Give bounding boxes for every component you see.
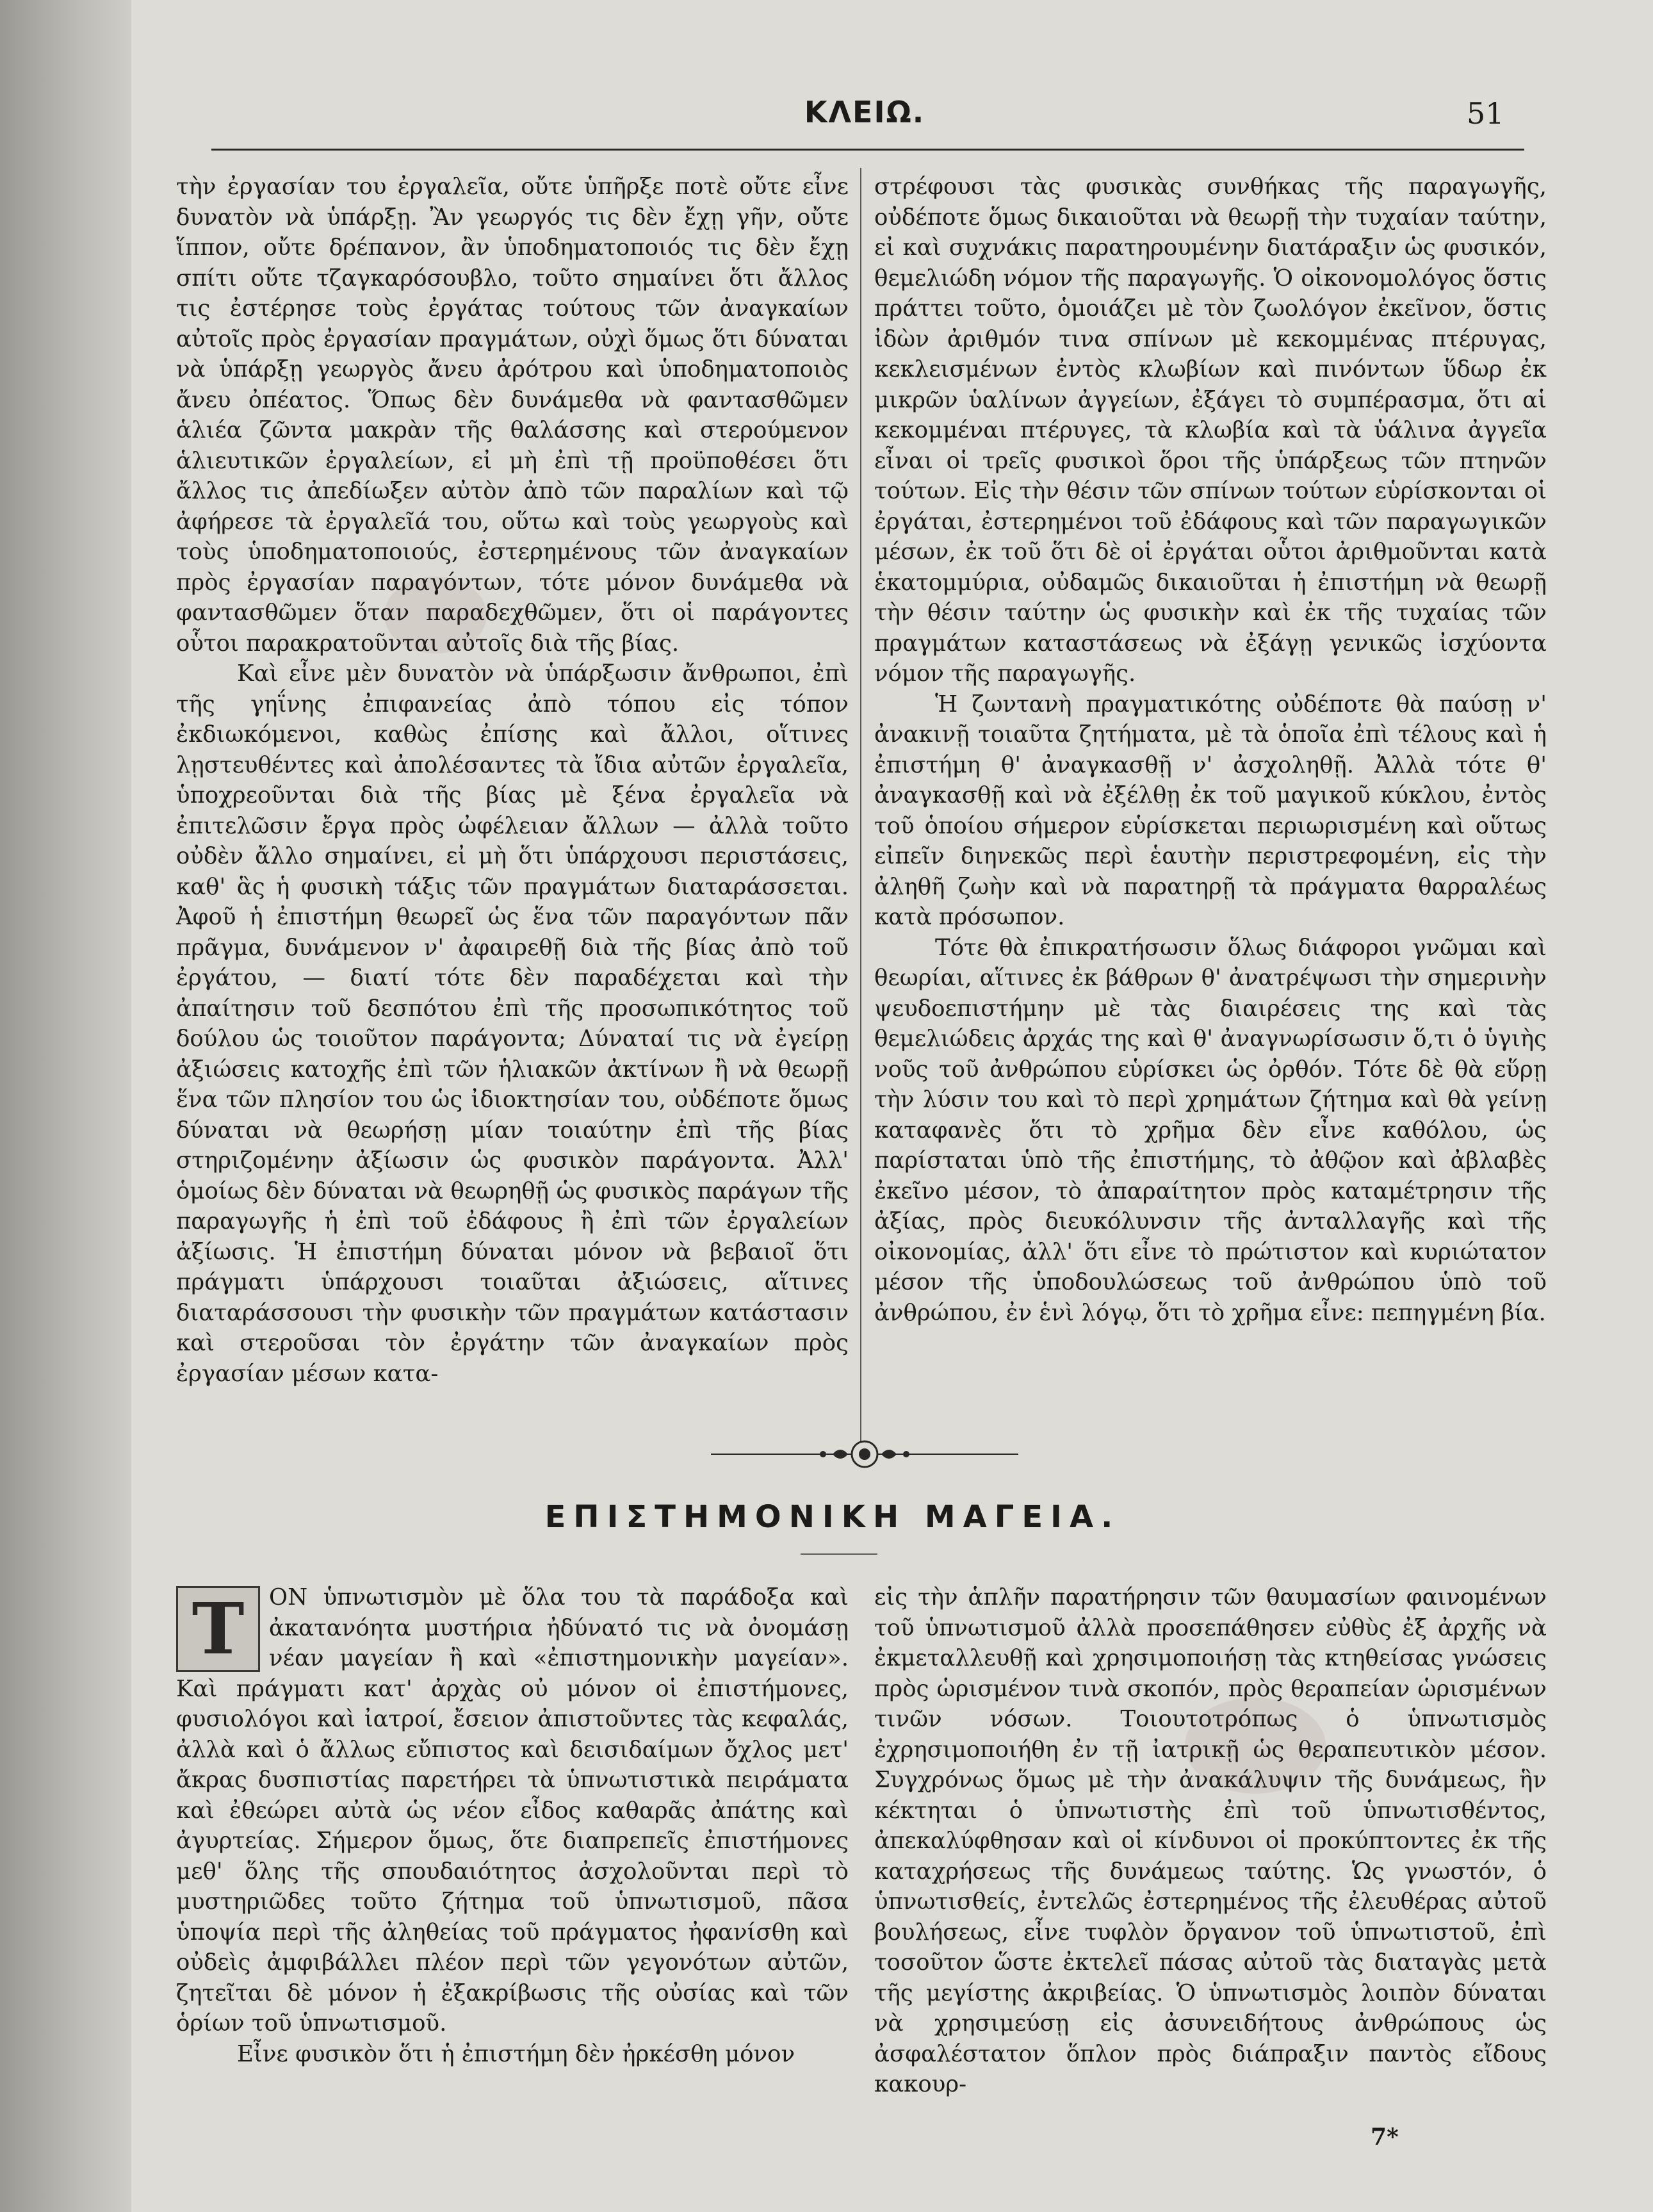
title-underline xyxy=(801,1553,877,1555)
drop-cap-letter: Τ xyxy=(191,1587,245,1670)
paragraph: στρέφουσι τὰς φυσικὰς συνθήκας τῆς παραγωγῆς, οὐδέποτε ὅμως δικαιοῦται νὰ θεωρῇ τὴν τυχαίαν ταύτην, εἰ καὶ συχνάκις παρατηρουμένην διατάραξιν ὡς φυσικόν, θεμελιώδη νόμον τῆς παραγωγῆς. Ὁ οἰκονομολόγος ὅστις πράττει τοῦτο, ὁμοιάζει μὲ τὸν ζωολόγον ἐκεῖνον, ὅστις ἰδὼν ἀριθμόν τινα σπίνων μὲ κεκομμένας πτέρυγας, κεκλεισμένων ἐντὸς κλωβίων καὶ πινόντων ὕδωρ ἐκ μικρῶν ὑαλίνων ἀγγείων, ἐξάγει τὸ συμπέρασμα, ὅτι αἱ κεκομμέναι πτέρυγες, τὰ κλωβία καὶ τὰ ὑάλινα ἀγγεῖα εἶναι οἱ τρεῖς φυσικοὶ ὅροι τῆς ὑπάρξεως τῶν πτηνῶν τούτων. Εἰς τὴν θέσιν τῶν σπίνων τούτων εὑρίσκονται οἱ ἐργάται, ἐστερημένοι τοῦ ἐδάφους καὶ τῶν παραγωγικῶν μέσων, ἐκ τοῦ ὅτι δὲ οἱ ἐργάται οὗτοι ἀριθμοῦνται κατὰ ἑκατομμύρια, οὐδαμῶς δικαιοῦται ἡ ἐπιστήμη νὰ θεωρῇ τὴν θέσιν ταύτην ὡς φυσικὴν καὶ ἐκ τῆς τυχαίας τῶν πραγμάτων καταστάσεως νὰ ἐξάγῃ γενικῶς ἰσχύοντα νόμον τῆς παραγωγῆς. xyxy=(874,174,1547,687)
paragraph: τὴν ἐργασίαν του ἐργαλεῖα, οὔτε ὑπῆρξε ποτὲ οὔτε εἶνε δυνατὸν νὰ ὑπάρξῃ. Ἂν γεωργός τις δὲν ἔχῃ γῆν, οὔτε ἵππον, οὔτε δρέπανον, ἂν ὑποδηματοποιός τις δὲν ἔχῃ σπίτι οὔτε τζαγκαρόσουβλο, τοῦτο σημαίνει ὅτι ἄλλος τις ἐστέρησε τοὺς ἐργάτας τούτους τῶν ἀναγκαίων αὐτοῖς πρὸς ἐργασίαν πραγμάτων, οὐχὶ ὅμως ὅτι δύναται νὰ ὑπάρξῃ γεωργὸς ἄνευ ἀρότρου καὶ ὑποδηματοποιὸς ἄνευ ὀπέατος. Ὅπως δὲν δυνάμεθα νὰ φαντασθῶμεν ἁλιέα ζῶντα μακρὰν τῆς θαλάσσης καὶ στερούμενον ἁλιευτικῶν ἐργαλείων, εἰ μὴ ἐπὶ τῇ προϋποθέσει ὅτι ἄλλος τις ἀπεδίωξεν αὐτὸν ἀπὸ τῶν παραλίων καὶ τῷ ἀφήρεσε τὰ ἐργαλεῖά του, οὕτω καὶ τοὺς γεωργοὺς καὶ τοὺς ὑποδηματοποιούς, ἐστερημένους τῶν ἀναγκαίων πρὸς ἐργασίαν παραγόντων, τότε μόνον δυνάμεθα νὰ φαντασθῶμεν ὅταν παραδεχθῶμεν, ὅτι οἱ παράγοντες οὗτοι παρακρατοῦνται αὐτοῖς διὰ τῆς βίας. xyxy=(176,174,849,657)
article1-right-column xyxy=(874,172,1547,1328)
signature-mark: 7* xyxy=(1371,2124,1399,2151)
article2-right-column xyxy=(874,1582,1547,2100)
article2-left-column xyxy=(176,1582,849,2069)
paragraph: Τότε θὰ ἐπικρατήσωσιν ὅλως διάφοροι γνῶμαι καὶ θεωρίαι, αἵτινες ἐκ βάθρων θ' ἀνατρέψωσι τὴν σημερινὴν ψευδοεπιστήμην μὲ τὰς διαιρέσεις της καὶ τὰς θεμελιώδεις ἀρχάς της καὶ θ' ἀναγνωρίσωσιν ὅ,τι ὁ ὑγιὴς νοῦς τοῦ ἀνθρώπου εὑρίσκει ὡς ὀρθόν. Τότε δὲ θὰ εὕρῃ τὴν λύσιν του καὶ τὸ περὶ χρημάτων ζήτημα καὶ θὰ γείνῃ καταφανὲς ὅτι τὸ χρῆμα δὲν εἶνε καθόλου, ὡς παρίσταται ὑπὸ τῆς ἐπιστήμης, τὸ ἀθῷον καὶ ἀβλαβὲς ἐκεῖνο μέσον, τὸ ἀπαραίτητον πρὸς καταμέτρησιν τῆς ἀξίας, πρὸς διευκόλυνσιν τῆς ἀνταλλαγῆς καὶ τῆς οἰκονομίας, ἀλλ' ὅτι εἶνε τὸ πρώτιστον καὶ κυριώτατον μέσον τῆς ὑποδουλώσεως τοῦ ἀνθρώπου ὑπὸ τοῦ ἀνθρώπου, ἐν ἑνὶ λόγῳ, ὅτι τὸ χρῆμα εἶνε: πεπηγμένη βία. xyxy=(874,934,1547,1326)
paragraph: Καὶ εἶνε μὲν δυνατὸν νὰ ὑπάρξωσιν ἄνθρωποι, ἐπὶ τῆς γηΐνης ἐπιφανείας ἀπὸ τόπου εἰς τόπον ἐκδιωκόμενοι, καθὼς ἐπίσης καὶ ἄλλοι, οἵτινες λῃστευθέντες καὶ ἀπολέσαντες τὰ ἴδια αὐτῶν ἐργαλεῖα, ὑποχρεοῦνται διὰ τῆς βίας μὲ ξένα ἐργαλεῖα νὰ ἐπιτελῶσιν ἔργα πρὸς ὠφέλειαν ἄλλων — ἀλλὰ τοῦτο οὐδὲν ἄλλο σημαίνει, εἰ μὴ ὅτι ὑπάρχουσι περιστάσεις, καθ' ἃς ἡ φυσικὴ τάξις τῶν πραγμάτων διαταράσσεται. Ἀφοῦ ἡ ἐπιστήμη θεωρεῖ ὡς ἕνα τῶν παραγόντων πᾶν πρᾶγμα, δυνάμενον ν' ἀφαιρεθῇ διὰ τῆς βίας ἀπὸ τοῦ ἐργάτου, — διατί τότε δὲν παραδέχεται καὶ τὴν ἀπαίτησιν τοῦ δεσπότου ἐπὶ τῆς προσωπικότητος τοῦ δούλου ὡς τοιοῦτον παράγοντα; Δύναταί τις νὰ ἐγείρῃ ἀξιώσεις κατοχῆς ἐπὶ τῶν ἡλιακῶν ἀκτίνων ἢ νὰ θεωρῇ ἕνα τῶν πλησίον του ὡς ἰδιοκτησίαν του, οὐδέποτε ὅμως δύναται νὰ θεωρήσῃ μίαν τοιαύτην ἐπὶ τῆς βίας στηριζομένην ἀξίωσιν ὡς φυσικὸν παράγοντα. Ἀλλ' ὁμοίως δὲν δύναται νὰ θεωρηθῇ ὡς φυσικὸς παράγων τῆς παραγωγῆς ἡ ἐπὶ τοῦ ἐδάφους ἢ ἐπὶ τῶν ἐργαλείων ἀξίωσις. Ἡ ἐπιστήμη δύναται μόνον νὰ βεβαιοῖ ὅτι πράγματι ὑπάρχουσι τοιαῦται ἀξιώσεις, αἵτινες διαταράσσουσι τὴν φυσικὴν τῶν πραγμάτων κατάστασιν καὶ στεροῦσαι τὸν ἐργάτην τῶν ἀναγκαίων πρὸς ἐργασίαν μέσων κατα- xyxy=(176,660,849,1387)
paragraph: ΟΝ ὑπνωτισμὸν μὲ ὅλα του τὰ παράδοξα καὶ ἀκατανόητα μυστήρια ἠδύνατό τις νὰ ὀνομάσῃ νέαν μαγείαν ἢ καὶ «ἐπιστημονικὴν μαγείαν». Καὶ πράγματι κατ' ἀρχὰς οὐ μόνον οἱ ἐπιστήμονες, φυσιολόγοι καὶ ἰατροί, ἔσειον ἀπιστοῦντες τὰς κεφαλάς, ἀλλὰ καὶ ὁ ἄλλως εὔπιστος καὶ δεισιδαίμων ὄχλος μετ' ἄκρας δυσπιστίας παρετήρει τὰ ὑπνωτιστικὰ πειράματα καὶ ἐθεώρει αὐτὰ ὡς νέον εἶδος καθαρᾶς ἀπάτης καὶ ἀγυρτείας. Σήμερον ὅμως, ὅτε διαπρεπεῖς ἐπιστήμονες μεθ' ὅλης τῆς σπουδαιότητος ἀσχολοῦνται περὶ τὸ μυστηριῶδες τοῦτο ζήτημα τοῦ ὑπνωτισμοῦ, πᾶσα ὑποψία περὶ τῆς ἀληθείας τοῦ πράγματος ἠφανίσθη καὶ οὐδεὶς ἀμφιβάλλει πλέον περὶ τῶν γεγονότων αὐτῶν, ζητεῖται δὲ μόνον ἡ ἐξακρίβωσις τῆς οὐσίας καὶ τῶν ὁρίων τοῦ ὑπνωτισμοῦ. xyxy=(176,1584,849,2036)
header-rule xyxy=(211,149,1524,151)
article1-left-column xyxy=(176,172,849,1389)
section-divider-ornament xyxy=(704,1435,1025,1473)
decorative-drop-cap xyxy=(176,1586,260,1672)
column-separator xyxy=(860,168,861,1443)
paragraph: Ἡ ζωντανὴ πραγματικότης οὐδέποτε θὰ παύσῃ ν' ἀνακινῇ τοιαῦτα ζητήματα, μὲ τὰ ὁποῖα ἐπὶ τέλους καὶ ἡ ἐπιστήμη θ' ἀναγκασθῇ ν' ἀσχοληθῇ. Ἀλλὰ τότε θ' ἀναγκασθῇ καὶ νὰ ἐξέλθῃ ἐκ τοῦ μαγικοῦ κύκλου, ἐντὸς τοῦ ὁποίου σήμερον εὑρίσκεται περιωρισμένη καὶ οὕτως εἰπεῖν διηνεκῶς περὶ ἑαυτὴν περιστρεφομένη, εἰς τὴν ἀληθῆ ζωὴν καὶ νὰ παρατηρῇ τὰ πράγματα θαρραλέως κατὰ πρόσωπον. xyxy=(874,691,1547,930)
page-number: 51 xyxy=(1467,96,1504,131)
book-gutter xyxy=(0,0,131,2212)
paragraph: Εἶνε φυσικὸν ὅτι ἡ ἐπιστήμη δὲν ἠρκέσθη μόνον xyxy=(237,2040,795,2067)
paragraph: εἰς τὴν ἁπλῆν παρατήρησιν τῶν θαυμασίων φαινομένων τοῦ ὑπνωτισμοῦ ἀλλὰ προσεπάθησεν εὐθὺς ἐξ ἀρχῆς νὰ ἐκμεταλλευθῇ καὶ χρησιμοποιήσῃ τὰς κτηθείσας γνώσεις πρὸς ὡρισμένον τινὰ σκοπόν, πρὸς θεραπείαν ὡρισμένων τινῶν νόσων. Τοιουτοτρόπως ὁ ὑπνωτισμὸς ἐχρησιμοποιήθη ἐν τῇ ἰατρικῇ ὡς θεραπευτικὸν μέσον. Συγχρόνως ὅμως μὲ τὴν ἀνακάλυψιν τῆς δυνάμεως, ἣν κέκτηται ὁ ὑπνωτιστὴς ἐπὶ τοῦ ὑπνωτισθέντος, ἀπεκαλύφθησαν καὶ οἱ κίνδυνοι οἱ προκύπτοντες ἐκ τῆς καταχρήσεως τῆς δυνάμεως ταύτης. Ὡς γνωστόν, ὁ ὑπνωτισθείς, ἐντελῶς ἐστερημένος τῆς ἐλευθέρας αὐτοῦ βουλήσεως, εἶνε τυφλὸν ὄργανον τοῦ ὑπνωτιστοῦ, ἐπὶ τοσοῦτον ὥστε ἐκτελεῖ πάσας αὐτοῦ τὰς διαταγὰς μετὰ τῆς μεγίστης ἀκριβείας. Ὁ ὑπνωτισμὸς λοιπὸν δύναται νὰ χρησιμεύσῃ εἰς ἀσυνειδήτους ἀνθρώπους ὡς ἀσφαλέστατον ὅπλον πρὸς διάπραξιν παντὸς εἴδους κακουρ- xyxy=(874,1584,1547,2097)
running-header-title: ΚΛΕΙΩ. xyxy=(804,95,925,129)
section-title: ΕΠΙΣΤΗΜΟΝΙΚΗ ΜΑΓΕΙΑ. xyxy=(544,1499,1121,1535)
